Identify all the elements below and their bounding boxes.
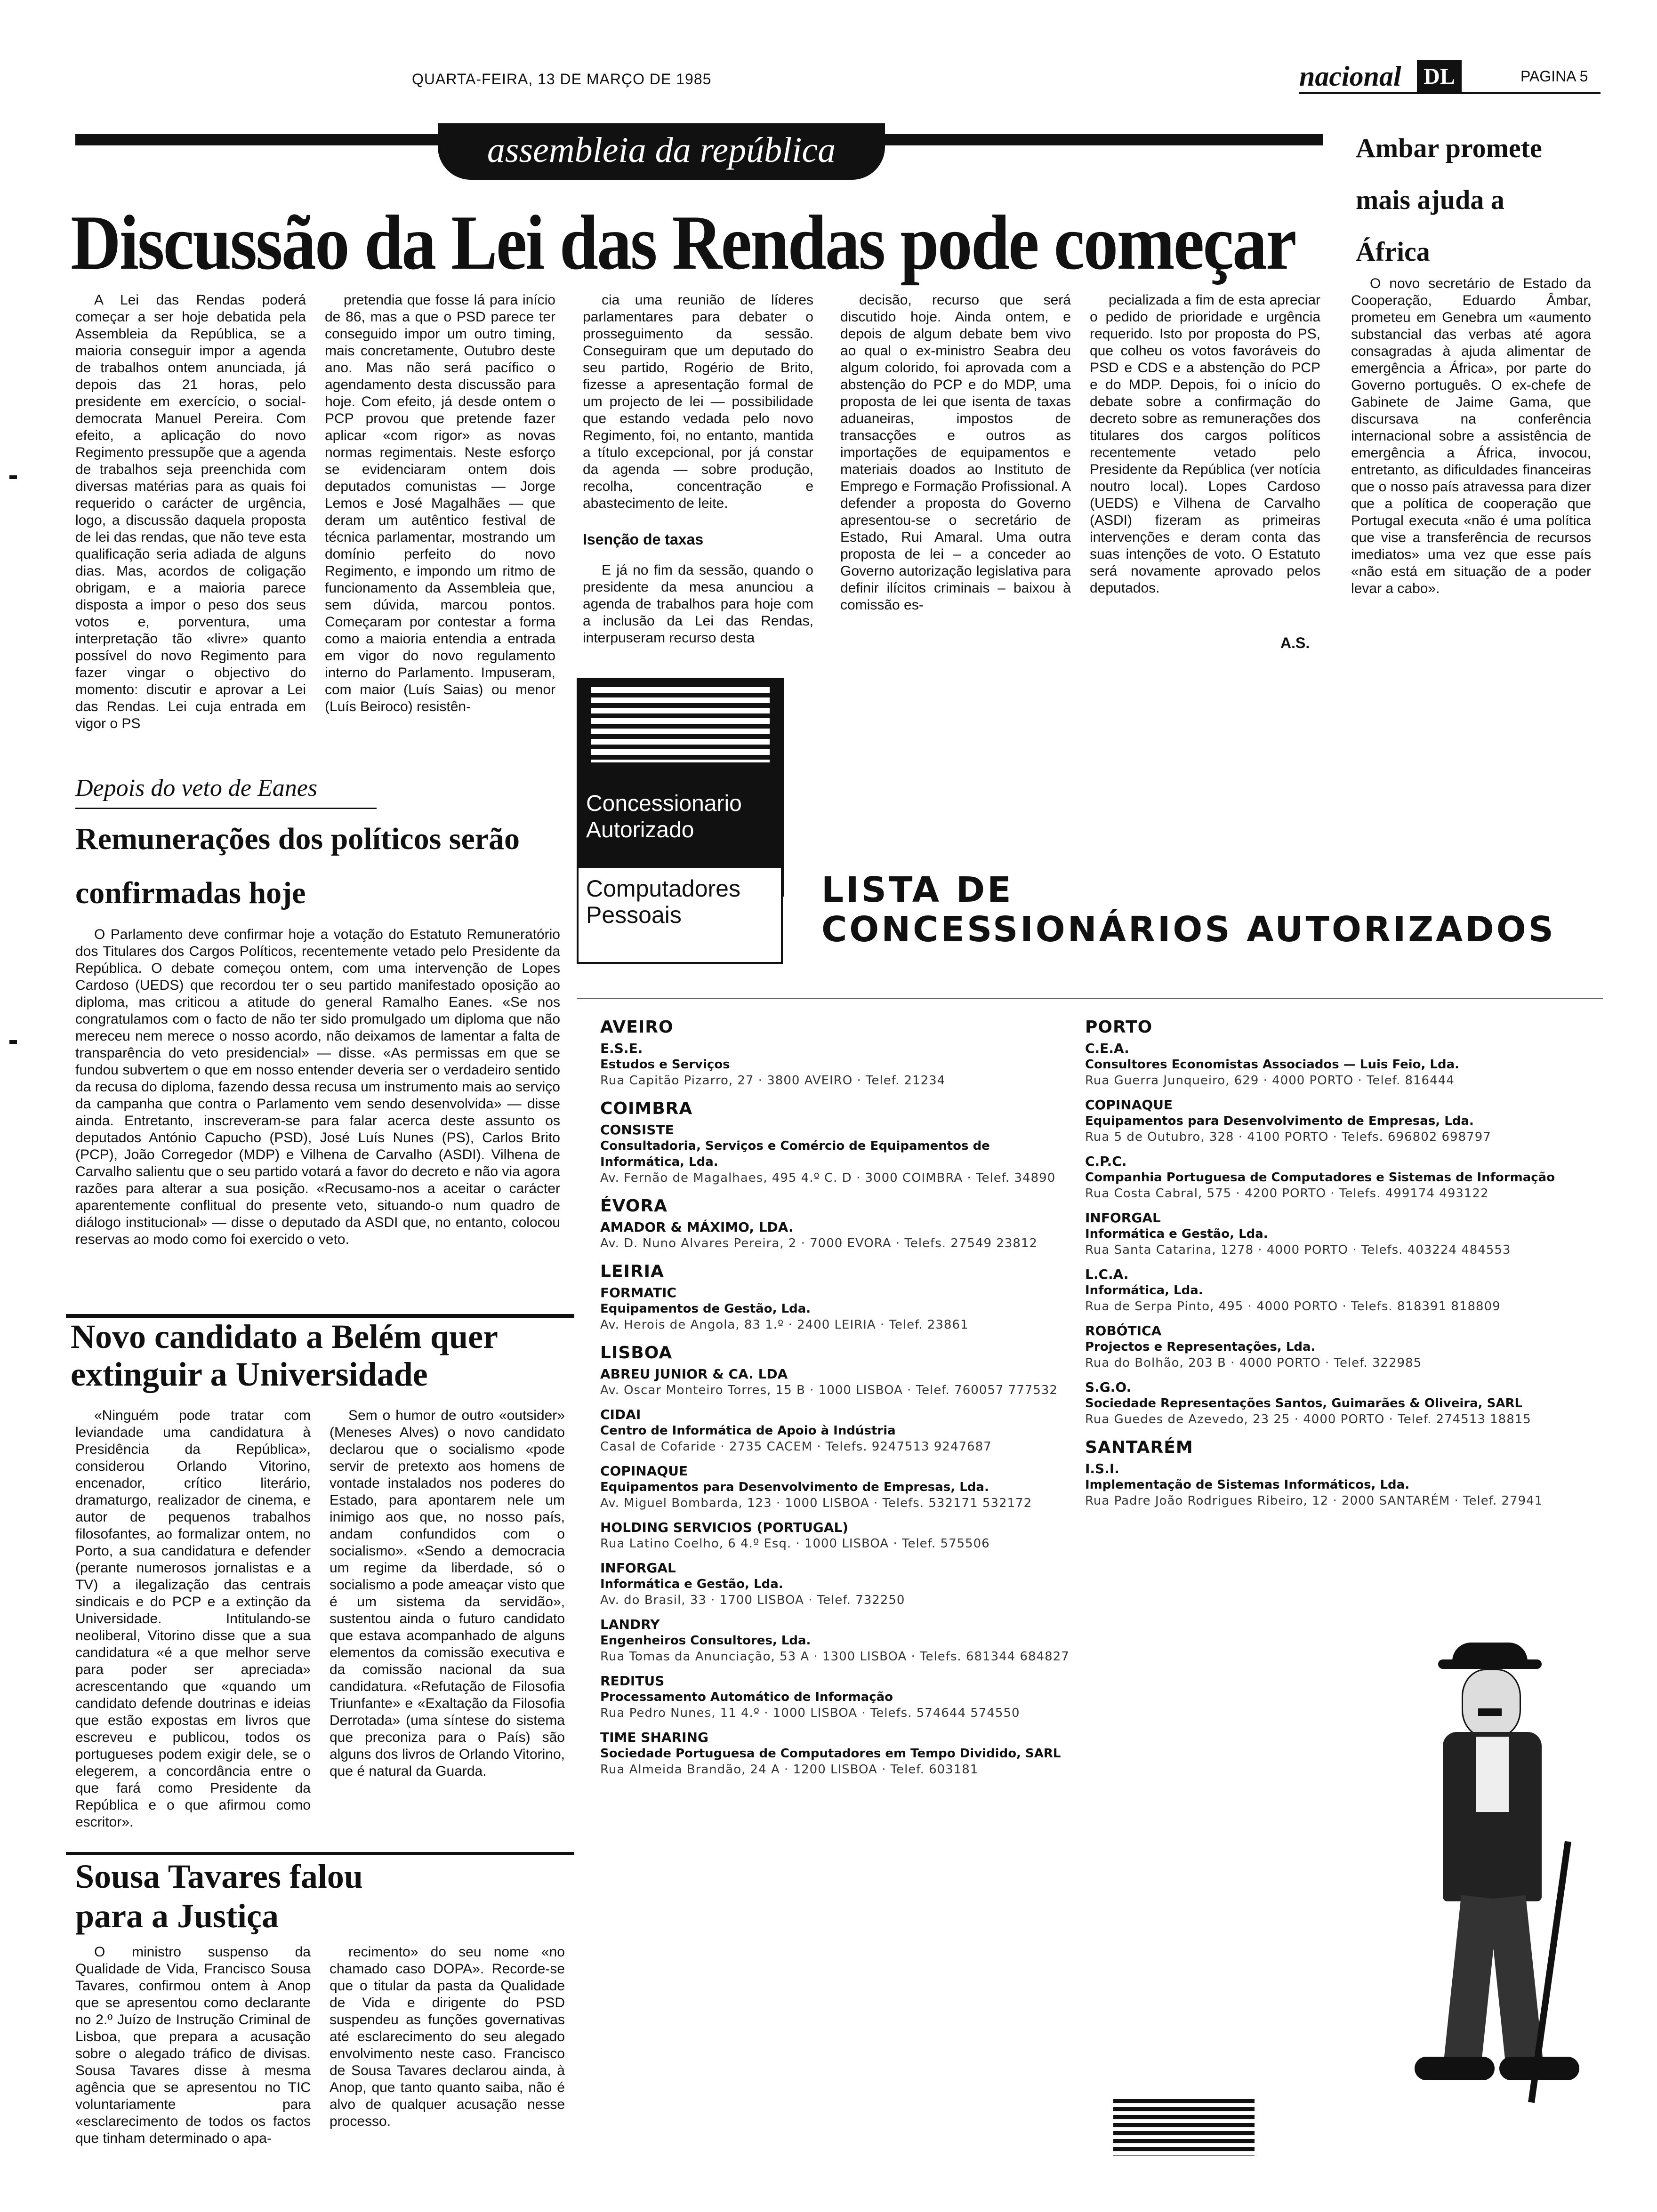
- candidato-paragraph: «Ninguém pode tratar com leviandade uma candidatura à Presidência da República», considerou Orlando Vitorino, encenador, crítico literário, dramaturgo, realizador de cinema, e autor de pequenos trabalhos filosofantes, ao formalizar ontem, no Porto, a sua candidatura e defender (perante numerosos jornalistas e a TV) a ilegalização das centrais sindicais e do PCP e a extinção da Universidade. Intitulando-se neoliberal, Vitorino disse que a sua candidatura «é a que melhor serve para poder ser apreciada» acrescentando que «quando um candidato defende doutrinas e ideias que estão expostas em livros que escreveu e publicou, todos os portugueses podem exigir dele, se o elegerem, a concordância entre o que fará como Presidente da República e o que afirmou como escritor».: [75, 1408, 311, 1830]
- dealer-desc: Informática, Lda.: [1085, 1283, 1203, 1298]
- sousa-headline: Sousa Tavares falou para a Justiça: [75, 1858, 363, 1935]
- main-column-4: [840, 292, 1071, 649]
- sousa-column-2: [330, 1944, 565, 2188]
- dealer-addr: Casal de Cofaride · 2735 CACEM · Telefs. 9247513 9247687: [600, 1440, 992, 1454]
- ambar-paragraph: O novo secretário de Estado da Cooperação, Eduardo Âmbar, prometeu em Genebra um «aumento substancial das verbas até agora consagradas à ajuda alimentar de emergência a África», por parte do Governo português. O ex-chefe de Gabinete de Jaime Gama, que discursava na conferência internacional sobre a assistência de emergência a África, invocou, entretanto, as dificuldades financeiras que o nosso país atravessa para dizer que a política de cooperação que Portugal executa «não é uma política que vise a transferência de recursos imediatos» uma vez que esse país «não está em situação de a poder levar a cabo».: [1351, 276, 1591, 596]
- dealer-entry: [1085, 1041, 1593, 1089]
- ibm-advertisement: [577, 678, 1603, 2198]
- sousa-paragraph: recimento» do seu nome «no chamado caso DOPA». Recorde-se que o titular da pasta da Qualidade de Vida e dirigente do PSD suspendeu as funções governativas até esclarecimento do seu alegado envolvimento neste caso. Francisco de Sousa Tavares declarou ainda, à Anop, que tanto quanto saiba, não é alvo de qualquer acusação nesse processo.: [330, 1944, 565, 2129]
- dealer-desc: Centro de Informática de Apoio à Indústria: [600, 1424, 896, 1438]
- dealer-desc: Implementação de Sistemas Informáticos, Lda.: [1085, 1478, 1410, 1492]
- column-mark: [9, 475, 17, 479]
- dl-logo-icon: [1417, 60, 1462, 93]
- dealer-name: ROBÓTICA: [1085, 1323, 1162, 1338]
- dealer-name: L.C.A.: [1085, 1266, 1129, 1282]
- dealer-desc: Equipamentos para Desenvolvimento de Empresas, Lda.: [600, 1480, 989, 1494]
- main-paragraph: pretendia que fosse lá para início de 86, mas a que o PSD parece ter conseguido impor um outro timing, mais concretamente, Outubro deste ano. Mas não será pacífico o agendamento desta discussão para hoje. Com efeito, já desde ontem o PCP provou que pretende fazer aplicar «com rigor» as novas normas regimentais. Neste esforço se evidenciaram ontem dois deputados comunistas — Jorge Lemos e José Magalhães — que deram um autêntico festival de técnica parlamentar, mostrando um domínio perfeito do novo Regimento, e impondo um ritmo de funcionamento da Assembleia que, sem dúvida, marcou pontos. Começaram por contestar a forma como a maioria entendia a entrada em vigor do novo regulamento interno do Parlamento. Impuseram, com maior (Luís Saias) ou menor (Luís Beiroco) resistên-: [325, 292, 555, 714]
- dealer-addr: Av. do Brasil, 33 · 1700 LISBOA · Telef. 732250: [600, 1593, 905, 1607]
- dealer-name: COPINAQUE: [1085, 1097, 1173, 1113]
- article-signature: A.S.: [1280, 634, 1310, 651]
- kicker-underline: [75, 808, 377, 809]
- region-title: ÉVORA: [600, 1196, 668, 1216]
- main-paragraph: A Lei das Rendas poderá começar a ser hoje debatida pela Assembleia da República, se a maioria conseguir impor a agenda de trabalhos ontem anunciada, já depois das 21 horas, pelo presidente em exercício, o social-democrata Manuel Pereira. Com efeito, a aplicação do novo Regimento pressupõe que a agenda de trabalhos seja preenchida com diversas matérias para as quais foi requerido o carácter de urgência, logo, a discussão daquela proposta de lei das rendas, que não teve esta qualificação seria adiada de alguns dias. Mas, acordos de coligação obrigam, e a maioria parece disposta a impor o peso dos seus votos e, porventura, uma interpretação tão «livre» quanto possível do novo Regimento para fazer vingar o objectivo do momento: discutir e aprovar a Lei das Rendas. Lei cuja entrada em vigor o PS: [75, 292, 306, 731]
- region-title: AVEIRO: [600, 1018, 674, 1037]
- dealer-desc: Equipamentos para Desenvolvimento de Empresas, Lda.: [1085, 1114, 1474, 1128]
- sousa-paragraph: O ministro suspenso da Qualidade de Vida, Francisco Sousa Tavares, confirmou ontem à Anop que se apresentou como declarante no 2.º Juízo de Instrução Criminal de Lisboa, que prepara a acusação sobre o alegado tráfico de divisas. Sousa Tavares disse à mesma agência que se apresentou no TIC voluntariamente para «esclarecimento de todos os factos que tinham determinado o apa-: [75, 1944, 311, 2146]
- dealer-addr: Rua Capitão Pizarro, 27 · 3800 AVEIRO · Telef. 21234: [600, 1074, 946, 1088]
- dealer-name: HOLDING SERVICIOS (PORTUGAL): [600, 1520, 849, 1535]
- dealer-name: LANDRY: [600, 1617, 660, 1632]
- dealer-desc: Companhia Portuguesa de Computadores e Sistemas de Informação: [1085, 1170, 1555, 1185]
- candidato-rule: [66, 1314, 574, 1318]
- dealer-entry: [600, 1560, 1071, 1608]
- dealer-entry: [600, 1407, 1071, 1455]
- main-headline: Discussão da Lei das Rendas pode começar: [71, 200, 1295, 286]
- remuneracoes-kicker: Depois do veto de Eanes: [75, 775, 318, 801]
- main-column-2: [325, 292, 555, 753]
- dealer-entry: [600, 1673, 1071, 1721]
- ambar-text: [1351, 275, 1591, 657]
- ad-title-line-2: CONCESSIONÁRIOS AUTORIZADOS: [821, 909, 1556, 950]
- dealer-addr: Av. Herois de Angola, 83 1.º · 2400 LEIRIA · Telef. 23861: [600, 1318, 969, 1332]
- dealer-name: C.P.C.: [1085, 1154, 1127, 1169]
- dealer-addr: Rua Almeida Brandão, 24 A · 1200 LISBOA · Telef. 603181: [600, 1763, 979, 1777]
- main-paragraph: cia uma reunião de líderes parlamentares para debater o prosseguimento da sessão. Conseguiram que um deputado do seu partido, Rogério de Brito, fizesse a apresentação formal de um projecto de lei — possibilidade que estando vedada pelo novo Regimento, foi, no entanto, mantida a título excepcional, por já constar da agenda — sobre produção, recolha, concentração e abastecimento de leite.: [583, 292, 813, 511]
- dealer-name: INFORGAL: [600, 1560, 676, 1576]
- page-header: [28, 61, 1601, 99]
- ad-list-right: [1085, 1007, 1593, 1517]
- ad-title-line-1: LISTA DE: [821, 870, 1014, 910]
- dealer-entry: [600, 1520, 1071, 1552]
- dealer-addr: Rua Guerra Junqueiro, 629 · 4000 PORTO · Telef. 816444: [1085, 1074, 1455, 1088]
- dealer-desc: Engenheiros Consultores, Lda.: [600, 1634, 811, 1648]
- region-title: LEIRIA: [600, 1262, 664, 1281]
- remuneracoes-text: [75, 926, 560, 1307]
- dealer-name: ABREU JUNIOR & CA. LDA: [600, 1366, 788, 1382]
- section-name: nacional: [1299, 61, 1401, 92]
- ambar-headline: Ambar promete mais ajuda a África: [1356, 133, 1542, 267]
- ibm-bottom-logo-text: [1113, 2099, 1255, 2104]
- dealer-entry: [1085, 1379, 1593, 1427]
- dealer-entry: [1085, 1323, 1593, 1371]
- dealer-addr: Rua Padre João Rodrigues Ribeiro, 12 · 2000 SANTARÉM · Telef. 27941: [1085, 1494, 1543, 1508]
- candidato-headline: Novo candidato a Belém quer extinguir a Universidade: [71, 1318, 498, 1393]
- dealer-addr: Rua do Bolhão, 203 B · 4000 PORTO · Telef. 322985: [1085, 1356, 1422, 1370]
- region-title: PORTO: [1085, 1018, 1153, 1037]
- column-mark: [9, 1040, 17, 1044]
- dealer-name: E.S.E.: [600, 1041, 643, 1056]
- main-paragraph: pecializada a fim de esta apreciar o pedido de prioridade e urgência requerido. Isto por proposta do PS, que colheu os votos favoráveis do PSD e CDS e a abstenção do PCP e do MDP. Depois, foi o início do debate sobre a confirmação do decreto sobre as remunerações dos titulares dos cargos políticos recentemente vetado pelo Presidente da República (ver notícia noutro local). Lopes Cardoso (UEDS) e Vilhena de Carvalho (ASDI) fizeram as primeiras intervenções e deram conta das suas intenções de voto. O Estatuto será novamente aprovado pelos deputados.: [1090, 292, 1320, 596]
- dealer-name: REDITUS: [600, 1673, 665, 1689]
- dealer-desc: Sociedade Representações Santos, Guimarães & Oliveira, SARL: [1085, 1396, 1523, 1411]
- region-title: LISBOA: [600, 1343, 673, 1362]
- dealer-desc: Consultadoria, Serviços e Comércio de Equipamentos de Informática, Lda.: [600, 1139, 990, 1169]
- page-number: PAGINA 5: [1520, 68, 1588, 85]
- dealer-desc: Informática e Gestão, Lda.: [1085, 1227, 1268, 1241]
- dealer-desc: Estudos e Serviços: [600, 1058, 730, 1072]
- main-column-5: [1090, 292, 1320, 621]
- main-paragraph: E já no fim da sessão, quando o presidente da mesa anunciou a agenda de trabalhos para hoje com a inclusão da Lei das Rendas, interpuseram recurso desta: [583, 562, 813, 646]
- dealer-desc: Processamento Automático de Informação: [600, 1690, 893, 1704]
- dealer-addr: Av. Oscar Monteiro Torres, 15 B · 1000 LISBOA · Telef. 760057 777532: [600, 1383, 1058, 1397]
- main-paragraph: decisão, recurso que será discutido hoje. Ainda ontem, e depois de algum debate bem vivo ao qual o ex-ministro Seabra deu algum colorido, foi aprovada com a abstenção do PCP e do MDP, uma proposta de lei que isenta de taxas aduaneiras, impostos de transacções e outros as importações de equipamentos e materiais doados ao Instituto de Emprego e Formação Profissional. A defender a proposta do Governo apresentou-se o secretário de Estado, Rui Amaral. Uma outra proposta de lei – a conceder ao Governo autorização legislativa para definir ilícitos criminais – baixou à comissão es-: [840, 292, 1071, 613]
- dl-logo-letters: DL: [1424, 64, 1455, 89]
- dealer-name: I.S.I.: [1085, 1461, 1119, 1476]
- banner-label: assembleia da república: [487, 130, 836, 170]
- remuneracoes-headline: Remunerações dos políticos serão confirmadas hoje: [75, 822, 520, 910]
- dealer-entry: [600, 1219, 1071, 1251]
- ad-concessionario: Concessionario Autorizado: [586, 791, 742, 842]
- dealer-name: TIME SHARING: [600, 1730, 708, 1745]
- ibm-logo-text: [591, 682, 770, 688]
- candidato-column-1: [75, 1407, 311, 1859]
- dealer-addr: Rua Tomas da Anunciação, 53 A · 1300 LISBOA · Telefs. 681344 684827: [600, 1650, 1070, 1664]
- dealer-addr: Rua de Serpa Pinto, 495 · 4000 PORTO · Telefs. 818391 818809: [1085, 1299, 1501, 1314]
- dealer-desc: Consultores Economistas Associados — Luis Feio, Lda.: [1085, 1058, 1460, 1072]
- region-title: SANTARÉM: [1085, 1438, 1193, 1457]
- dealer-desc: Informática e Gestão, Lda.: [600, 1577, 783, 1591]
- dealer-desc: Sociedade Portuguesa de Computadores em Tempo Dividido, SARL: [600, 1747, 1061, 1761]
- dealer-entry: [1085, 1210, 1593, 1258]
- dealer-name: AMADOR & MÁXIMO, LDA.: [600, 1219, 794, 1235]
- sousa-rule: [66, 1852, 574, 1855]
- dealer-entry: [1085, 1097, 1593, 1145]
- dealer-name: FORMATIC: [600, 1285, 676, 1300]
- main-column-1: [75, 292, 306, 753]
- dealer-name: CONSISTE: [600, 1122, 674, 1138]
- header-rule: [1299, 92, 1601, 94]
- dealer-entry: [1085, 1154, 1593, 1202]
- header-date: QUARTA-FEIRA, 13 DE MARÇO DE 1985: [412, 71, 712, 88]
- remuneracoes-paragraph: O Parlamento deve confirmar hoje a votação do Estatuto Remuneratório dos Titulares dos Cargos Políticos, recentemente vetado pelo Presidente da República. O debate começou ontem, com uma intervenção de Lopes Cardoso (UEDS) que recordou ter o seu partido manifestado oposição ao diploma, mas criticou a atitude do general Ramalho Eanes. «Se nos congratulamos com o facto de não ter sido promulgado um diploma que não mereceu nem merece o nosso acordo, não deixamos de lamentar a falta de transparência do veto presidencial» — disse. «As permissas em que se fundou subvertem o que em nosso entender deveria ser o verdadeiro sentido da recusa do diploma, fazendo dessa recusa um instrumento mais ao serviço da campanha que contra o Parlamento vem sendo desenvolvida» — disse ainda. Entretanto, inscreveram-se para falar acerca deste assunto os deputados António Capucho (PSD), José Luís Nunes (PS), Carlos Brito (PCP), João Corregedor (MDP) e Vilhena de Carvalho (ASDI). Vilhena de Carvalho salientu que o seu partido votará a favor do decreto e não via agora razões para alterar a sua posição. «Recusamo-nos a aceitar o carácter aparentemente conflitual do presente veto, situando-o num quadro de diálogo institucional» — disse o deputado da ASDI que, no entanto, colocou reservas ao modo como foi exercido o veto.: [75, 927, 560, 1247]
- dealer-addr: Rua Costa Cabral, 575 · 4200 PORTO · Telefs. 499174 493122: [1085, 1186, 1489, 1201]
- ibm-logo-icon: [591, 687, 770, 762]
- dealer-entry: [600, 1285, 1071, 1333]
- region-title: COIMBRA: [600, 1099, 693, 1118]
- dealer-addr: Av. D. Nuno Alvares Pereira, 2 · 7000 EVORA · Telefs. 27549 23812: [600, 1236, 1038, 1250]
- dealer-addr: Rua Santa Catarina, 1278 · 4000 PORTO · Telefs. 403224 484553: [1085, 1243, 1511, 1257]
- ad-list-left: [600, 1007, 1071, 1786]
- dealer-name: S.G.O.: [1085, 1379, 1132, 1395]
- dealer-addr: Rua Latino Coelho, 6 4.º Esq. · 1000 LISBOA · Telef. 575506: [600, 1537, 990, 1551]
- dealer-desc: Equipamentos de Gestão, Lda.: [600, 1302, 811, 1316]
- dealer-entry: [600, 1041, 1071, 1089]
- dealer-name: COPINAQUE: [600, 1463, 688, 1479]
- dealer-name: INFORGAL: [1085, 1210, 1161, 1226]
- main-subhead: Isenção de taxas: [583, 531, 704, 548]
- dealer-name: CIDAI: [600, 1407, 641, 1422]
- dealer-desc: Projectos e Representações, Lda.: [1085, 1340, 1316, 1354]
- candidato-paragraph: Sem o humor de outro «outsider» (Meneses Alves) o novo candidato declarou que o socialismo «pode servir de pretexto aos homens de vontade instalados nos poderes do Estado, para apontarem nele um inimigo aos que, no nosso país, andam confundidos com o socialismo». «Sendo a democracia um regime da liberdade, só o socialismo a pode ameaçar visto que é um sistema da servidão», sustentou ainda o futuro candidato que estava acompanhado de alguns elementos da comissão executiva e da comissão nacional da sua candidatura. «Refutação de Filosofia Triunfante» e «Exaltação da Filosofia Derrotada» (uma síntese do sistema que preconiza para o País) são alguns dos livros de Orlando Vitorino, que é natural da Guarda.: [330, 1408, 565, 1779]
- sousa-column-1: [75, 1944, 311, 2188]
- dealer-name: C.E.A.: [1085, 1041, 1129, 1056]
- dealer-entry: [600, 1366, 1071, 1398]
- dealer-entry: [600, 1617, 1071, 1665]
- dealer-entry: [600, 1463, 1071, 1511]
- dealer-addr: Rua Guedes de Azevedo, 23 25 · 4000 PORTO · Telef. 274513 18815: [1085, 1412, 1531, 1427]
- dealer-entry: [1085, 1266, 1593, 1314]
- dealer-entry: [600, 1730, 1071, 1778]
- ad-computadores: Computadores Pessoais: [586, 875, 740, 928]
- dealer-addr: Rua Pedro Nunes, 11 4.º · 1000 LISBOA · Telefs. 574644 574550: [600, 1706, 1020, 1720]
- dealer-entry: [1085, 1461, 1593, 1509]
- ibm-bottom-logo-icon: [1113, 2099, 1255, 2156]
- dealer-addr: Av. Fernão de Magalhaes, 495 4.º C. D · 3000 COIMBRA · Telef. 34890: [600, 1171, 1056, 1185]
- chaplin-figure-icon: [1396, 1643, 1584, 2137]
- dealer-addr: Rua 5 de Outubro, 328 · 4100 PORTO · Telefs. 696802 698797: [1085, 1130, 1491, 1144]
- ad-divider: [577, 998, 1603, 999]
- dealer-entry: [600, 1122, 1071, 1186]
- candidato-column-2: [330, 1407, 565, 1859]
- dealer-addr: Av. Miguel Bombarda, 123 · 1000 LISBOA · Telefs. 532171 532172: [600, 1496, 1032, 1510]
